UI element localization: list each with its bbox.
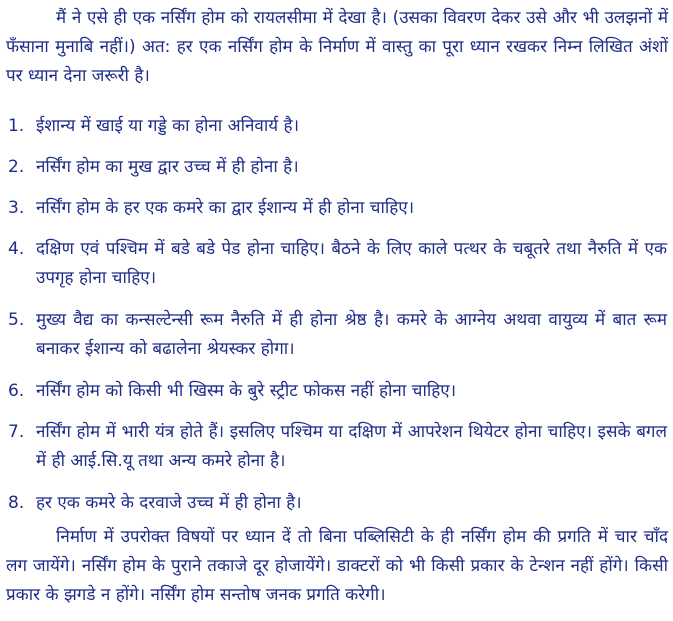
- list-item: [0, 194, 673, 223]
- list-item-text: नर्सिंग होम के हर एक कमरे का द्वार ईशान्य में ही होना चाहिए।: [36, 198, 415, 218]
- list-item-text: ईशान्य में खाई या गड्डे का होना अनिवार्य है।: [36, 116, 300, 136]
- list-item: [0, 153, 673, 182]
- list-item-number: 1.: [8, 116, 25, 136]
- list-item: [0, 418, 673, 476]
- list-item-number: 2.: [8, 157, 25, 177]
- list-item: [0, 306, 673, 364]
- list-item-text: नर्सिंग होम को किसी भी खिस्म के बुरे स्ट्रीट फोकस नहीं होना चाहिए।: [36, 381, 457, 401]
- conclusion-paragraph: निर्माण में उपरोक्त विषयों पर ध्यान दें तो बिना पब्लिसिटी के ही नर्सिंग होम की प्रगति में चार चाँद लग जायेंगे। नर्सिंग होम के पुराने तकाजे दूर होजायेंगे। डाक्टरों को भी किसी प्रकार के टेन्शन नहीं होंगे। किसी प्रकार के झगडे न होंगे। नर्सिंग होम सन्तोष जनक प्रगति करेगी।: [6, 527, 668, 605]
- guidelines-list: [0, 112, 673, 530]
- list-item-text: दक्षिण एवं पश्चिम में बडे बडे पेड होना चाहिए। बैठने के लिए काले पत्थर के चबूतरे तथा नैरुति में एक उपगृह होना चाहिए।: [36, 239, 667, 288]
- list-item-number: 5.: [8, 310, 25, 330]
- intro-paragraph: मैं ने एसे ही एक नर्सिंग होम को रायलसीमा में देखा है। (उसका विवरण देकर उसे और भी उलझनों में फँसाना मुनाबि नहीं।) अत: हर एक नर्सिंग होम के निर्माण में वास्तु का पूरा ध्यान रखकर निम्न लिखित अंशों पर ध्यान देना जरूरी है।: [6, 8, 668, 86]
- list-item-number: 3.: [8, 198, 25, 218]
- list-item-number: 7.: [8, 422, 25, 442]
- list-item-text: नर्सिंग होम का मुख द्वार उच्च में ही होना है।: [36, 157, 299, 177]
- list-item-number: 4.: [8, 239, 25, 259]
- list-item: [0, 377, 673, 406]
- list-item-number: 6.: [8, 381, 25, 401]
- list-item: [0, 112, 673, 141]
- list-item: [0, 489, 673, 518]
- list-item: [0, 235, 673, 293]
- list-item-text: नर्सिंग होम में भारी यंत्र होते हैं। इसलिए पश्चिम या दक्षिण में आपरेशन थियेटर होना चाहिए। इसके बगल में ही आई.सि.यू तथा अन्य कमरे होना है।: [36, 422, 667, 471]
- list-item-text: हर एक कमरे के दरवाजे उच्च में ही होना है।: [36, 493, 302, 513]
- list-item-text: मुख्य वैद्य का कन्सल्टेन्सी रूम नैरुति में ही होना श्रेष्ठ है। कमरे के आग्नेय अथवा वायुव्य में बात रूम बनाकर ईशान्य को बढालेना श्रेयस्कर होगा।: [36, 310, 667, 359]
- list-item-number: 8.: [8, 493, 25, 513]
